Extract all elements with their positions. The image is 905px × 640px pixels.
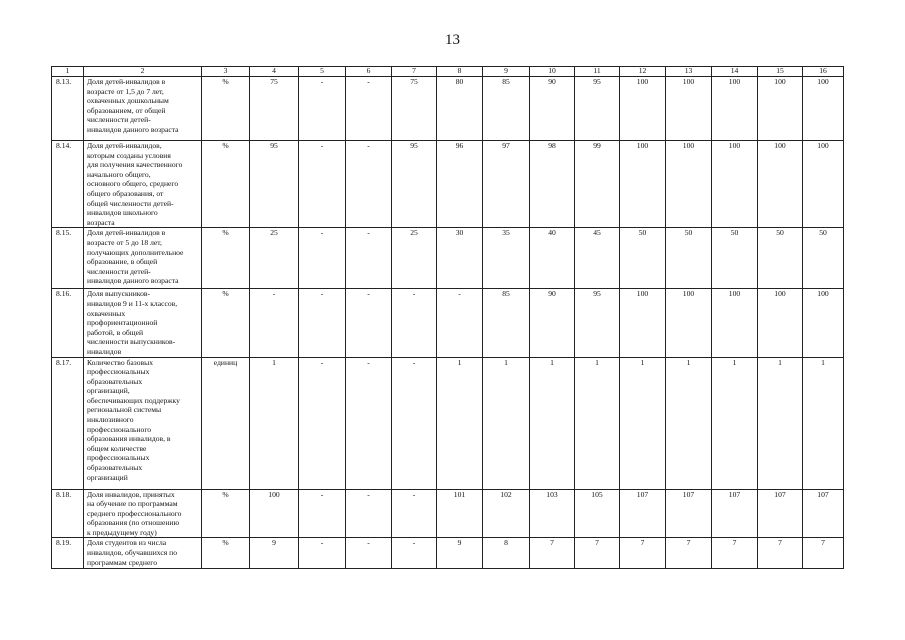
value-cell: 100: [712, 289, 758, 357]
value-cell: 7: [666, 538, 712, 569]
description-line: инвалидов данного возраста: [87, 276, 179, 286]
indicator-description: [84, 357, 202, 489]
description-line: организаций,: [87, 386, 130, 396]
value-cell: -: [250, 289, 299, 357]
description-line: начального общего,: [87, 169, 151, 179]
description-line: работой, в общей: [87, 327, 144, 337]
unit-cell: единиц: [202, 357, 250, 489]
description-line: возрасте от 1,5 до 7 лет,: [87, 86, 164, 96]
value-cell: -: [299, 77, 346, 141]
description-line: инвалидов школьного: [87, 208, 158, 218]
value-cell: 30: [437, 228, 483, 289]
value-cell: 50: [803, 228, 844, 289]
value-cell: 100: [620, 289, 666, 357]
description-line: охваченных дошкольным: [87, 96, 169, 106]
value-cell: 1: [483, 357, 530, 489]
value-cell: 7: [530, 538, 575, 569]
value-cell: 100: [758, 141, 803, 228]
value-cell: 107: [712, 489, 758, 538]
value-cell: -: [346, 228, 392, 289]
description-line: образование, в общей: [87, 257, 158, 267]
value-cell: 25: [392, 228, 437, 289]
value-cell: 7: [712, 538, 758, 569]
table-row: [52, 489, 844, 538]
row-index: 8.16.: [52, 289, 84, 357]
description-line: получающих дополнительное: [87, 247, 184, 257]
value-cell: -: [392, 538, 437, 569]
table-row: [52, 228, 844, 289]
value-cell: 100: [666, 289, 712, 357]
indicator-description: [84, 141, 202, 228]
value-cell: 100: [803, 289, 844, 357]
value-cell: -: [299, 489, 346, 538]
value-cell: -: [392, 357, 437, 489]
description-line: инклюзивного: [87, 415, 134, 425]
description-line: организаций: [87, 472, 128, 482]
row-index: 8.18.: [52, 489, 84, 538]
indicator-description: [84, 489, 202, 538]
value-cell: -: [346, 489, 392, 538]
value-cell: -: [346, 538, 392, 569]
indicator-description: [84, 77, 202, 141]
description-line: численности детей-: [87, 266, 151, 276]
row-index: 8.17.: [52, 357, 84, 489]
value-cell: -: [299, 538, 346, 569]
value-cell: 100: [620, 77, 666, 141]
value-cell: -: [392, 489, 437, 538]
value-cell: 107: [620, 489, 666, 538]
value-cell: 1: [437, 357, 483, 489]
column-header-5: 5: [299, 67, 346, 77]
value-cell: 100: [803, 141, 844, 228]
description-line: численности выпускников-: [87, 337, 176, 347]
description-line: образовательных: [87, 463, 143, 473]
value-cell: 25: [250, 228, 299, 289]
value-cell: 1: [758, 357, 803, 489]
table-header: [52, 67, 844, 77]
column-header-11: 11: [575, 67, 620, 77]
value-cell: 45: [575, 228, 620, 289]
value-cell: -: [437, 289, 483, 357]
indicator-description: [84, 538, 202, 569]
value-cell: -: [346, 77, 392, 141]
column-header-16: 16: [803, 67, 844, 77]
value-cell: 85: [483, 77, 530, 141]
value-cell: 100: [803, 77, 844, 141]
value-cell: 96: [437, 141, 483, 228]
value-cell: 100: [620, 141, 666, 228]
description-line: Доля детей-инвалидов в: [87, 77, 166, 86]
value-cell: 7: [803, 538, 844, 569]
description-line: возраста: [87, 217, 115, 227]
value-cell: 97: [483, 141, 530, 228]
table-body: [52, 77, 844, 569]
value-cell: -: [299, 289, 346, 357]
column-header-7: 7: [392, 67, 437, 77]
value-cell: 100: [712, 77, 758, 141]
description-line: инвалидов: [87, 346, 122, 356]
value-cell: 85: [483, 289, 530, 357]
value-cell: -: [346, 289, 392, 357]
indicator-description: [84, 289, 202, 357]
description-line: общем количестве: [87, 443, 147, 453]
value-cell: 1: [712, 357, 758, 489]
value-cell: 9: [250, 538, 299, 569]
column-header-4: 4: [250, 67, 299, 77]
unit-cell: %: [202, 489, 250, 538]
value-cell: 1: [620, 357, 666, 489]
description-line: образования инвалидов, в: [87, 434, 171, 444]
value-cell: 107: [803, 489, 844, 538]
description-line: общего образования, от: [87, 188, 164, 198]
row-index: 8.15.: [52, 228, 84, 289]
value-cell: 103: [530, 489, 575, 538]
description-line: Доля студентов из числа: [87, 538, 167, 548]
value-cell: -: [299, 357, 346, 489]
indicator-description: [84, 228, 202, 289]
description-line: инвалидов, обучавшихся по: [87, 548, 178, 558]
description-line: численности детей-: [87, 115, 151, 125]
description-line: Доля инвалидов, принятых: [87, 489, 175, 499]
value-cell: 1: [250, 357, 299, 489]
value-cell: 100: [666, 141, 712, 228]
column-header-13: 13: [666, 67, 712, 77]
value-cell: 105: [575, 489, 620, 538]
column-header-10: 10: [530, 67, 575, 77]
table-row: [52, 538, 844, 569]
column-header-15: 15: [758, 67, 803, 77]
value-cell: 107: [758, 489, 803, 538]
column-header-2: 2: [84, 67, 202, 77]
value-cell: -: [392, 289, 437, 357]
value-cell: 98: [530, 141, 575, 228]
column-header-3: 3: [202, 67, 250, 77]
value-cell: 7: [575, 538, 620, 569]
description-line: охваченных: [87, 308, 126, 318]
value-cell: -: [299, 141, 346, 228]
value-cell: 100: [666, 77, 712, 141]
value-cell: 100: [712, 141, 758, 228]
value-cell: 95: [392, 141, 437, 228]
column-header-1: 1: [52, 67, 84, 77]
value-cell: 99: [575, 141, 620, 228]
indicator-table: [51, 66, 844, 569]
description-line: Доля выпускников-: [87, 289, 151, 299]
description-line: к предыдущему году): [87, 527, 157, 537]
unit-cell: %: [202, 77, 250, 141]
value-cell: 100: [758, 77, 803, 141]
unit-cell: %: [202, 289, 250, 357]
description-line: программам среднего: [87, 557, 158, 567]
value-cell: 35: [483, 228, 530, 289]
value-cell: 95: [575, 77, 620, 141]
description-line: профессиональных: [87, 367, 150, 377]
value-cell: 50: [712, 228, 758, 289]
value-cell: 107: [666, 489, 712, 538]
table-row: [52, 77, 844, 141]
column-header-14: 14: [712, 67, 758, 77]
value-cell: 50: [666, 228, 712, 289]
description-line: образованием, от общей: [87, 105, 166, 115]
description-line: которым созданы условия: [87, 150, 171, 160]
description-line: Количество базовых: [87, 357, 154, 367]
description-line: инвалидов 9 и 11-х классов,: [87, 298, 178, 308]
row-index: 8.14.: [52, 141, 84, 228]
column-header-6: 6: [346, 67, 392, 77]
value-cell: 1: [666, 357, 712, 489]
description-line: общей численности детей-: [87, 198, 174, 208]
description-line: инвалидов данного возраста: [87, 124, 179, 134]
value-cell: 80: [437, 77, 483, 141]
value-cell: 95: [250, 141, 299, 228]
description-line: возрасте от 5 до 18 лет,: [87, 237, 162, 247]
column-header-9: 9: [483, 67, 530, 77]
value-cell: 101: [437, 489, 483, 538]
value-cell: 1: [575, 357, 620, 489]
unit-cell: %: [202, 141, 250, 228]
description-line: среднего профессионального: [87, 508, 182, 518]
value-cell: 50: [758, 228, 803, 289]
table-row: [52, 357, 844, 489]
value-cell: -: [346, 357, 392, 489]
description-line: Доля детей-инвалидов,: [87, 141, 162, 150]
table-row: [52, 141, 844, 228]
description-line: на обучение по программам: [87, 499, 178, 509]
value-cell: 50: [620, 228, 666, 289]
table-row: [52, 289, 844, 357]
value-cell: 1: [803, 357, 844, 489]
description-line: региональной системы: [87, 405, 162, 415]
description-line: профессионального: [87, 424, 152, 434]
row-index: 8.13.: [52, 77, 84, 141]
value-cell: 8: [483, 538, 530, 569]
description-line: для получения качественного: [87, 160, 183, 170]
description-line: образовательных: [87, 376, 143, 386]
value-cell: 90: [530, 77, 575, 141]
value-cell: 90: [530, 289, 575, 357]
column-header-12: 12: [620, 67, 666, 77]
value-cell: -: [346, 141, 392, 228]
page-number: 13: [445, 32, 460, 48]
value-cell: -: [299, 228, 346, 289]
value-cell: 95: [575, 289, 620, 357]
description-line: обеспечивающих поддержку: [87, 395, 180, 405]
description-line: образования (по отношению: [87, 518, 180, 528]
value-cell: 1: [530, 357, 575, 489]
description-line: профориентационной: [87, 318, 158, 328]
value-cell: 100: [758, 289, 803, 357]
description-line: профессиональных: [87, 453, 150, 463]
value-cell: 7: [758, 538, 803, 569]
value-cell: 9: [437, 538, 483, 569]
value-cell: 75: [250, 77, 299, 141]
value-cell: 40: [530, 228, 575, 289]
description-line: Доля детей-инвалидов в: [87, 228, 166, 238]
unit-cell: %: [202, 538, 250, 569]
value-cell: 7: [620, 538, 666, 569]
column-header-8: 8: [437, 67, 483, 77]
row-index: 8.19.: [52, 538, 84, 569]
unit-cell: %: [202, 228, 250, 289]
value-cell: 75: [392, 77, 437, 141]
description-line: основного общего, среднего: [87, 179, 179, 189]
value-cell: 100: [250, 489, 299, 538]
value-cell: 102: [483, 489, 530, 538]
